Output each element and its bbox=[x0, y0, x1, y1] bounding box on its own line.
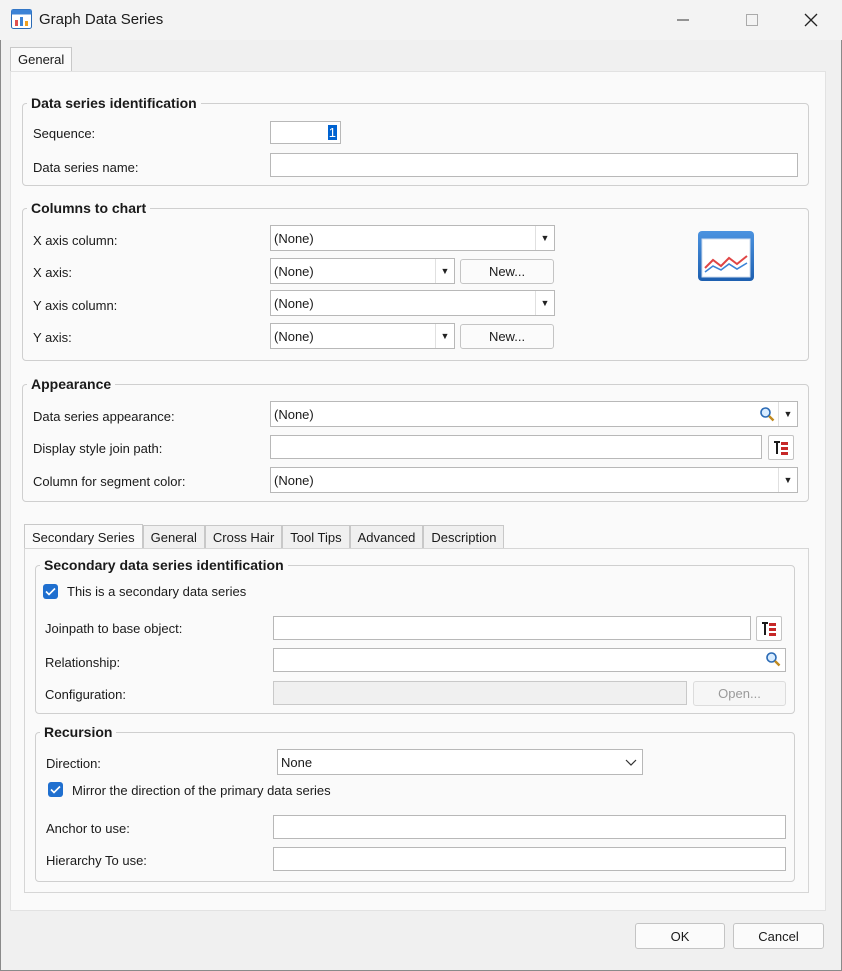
secondary-legend: Secondary data series identification bbox=[44, 557, 284, 573]
tab-general[interactable]: General bbox=[143, 525, 205, 549]
join-path-editor-button[interactable] bbox=[768, 435, 794, 460]
tab-general-top[interactable]: General bbox=[10, 47, 72, 71]
window-title: Graph Data Series bbox=[39, 11, 164, 28]
tab-secondary-series[interactable]: Secondary Series bbox=[24, 524, 143, 549]
joinpath-editor-button[interactable] bbox=[756, 616, 782, 641]
is-secondary-checkbox[interactable] bbox=[43, 584, 58, 599]
mirror-direction-checkbox[interactable] bbox=[48, 782, 63, 797]
tree-editor-icon bbox=[772, 439, 790, 457]
y-axis-column-select[interactable] bbox=[270, 290, 555, 316]
sequence-value: 1 bbox=[328, 125, 336, 140]
x-axis-column-select[interactable] bbox=[270, 225, 555, 251]
tab-advanced[interactable]: Advanced bbox=[350, 525, 424, 549]
magnifier-icon[interactable] bbox=[765, 651, 781, 670]
y-axis-column-label: Y axis column: bbox=[33, 298, 118, 313]
y-axis-new-button[interactable]: New... bbox=[460, 324, 554, 349]
segment-color-label: Column for segment color: bbox=[33, 474, 186, 489]
appearance-legend: Appearance bbox=[31, 376, 112, 392]
identification-legend: Data series identification bbox=[31, 95, 197, 111]
anchor-label: Anchor to use: bbox=[46, 821, 130, 836]
maximize-button[interactable] bbox=[729, 0, 775, 40]
columns-legend: Columns to chart bbox=[31, 200, 147, 216]
direction-select[interactable] bbox=[277, 749, 643, 775]
join-path-input[interactable] bbox=[270, 435, 762, 459]
chevron-down-icon bbox=[620, 759, 642, 766]
tab-description[interactable]: Description bbox=[423, 525, 504, 549]
minimize-button[interactable] bbox=[660, 0, 706, 40]
y-axis-select[interactable] bbox=[270, 323, 455, 349]
y-axis-column-value: (None) bbox=[274, 295, 314, 311]
dropdown-arrow-icon: ▼ bbox=[778, 468, 797, 492]
relationship-label: Relationship: bbox=[45, 655, 121, 670]
hierarchy-label: Hierarchy To use: bbox=[46, 853, 147, 868]
sequence-label: Sequence: bbox=[33, 126, 96, 141]
dropdown-arrow-icon: ▼ bbox=[778, 402, 797, 426]
magnifier-icon[interactable] bbox=[756, 406, 778, 422]
tab-cross-hair[interactable]: Cross Hair bbox=[205, 525, 282, 549]
dropdown-arrow-icon: ▼ bbox=[435, 259, 454, 283]
y-axis-value: (None) bbox=[274, 328, 314, 344]
dropdown-arrow-icon: ▼ bbox=[435, 324, 454, 348]
join-path-label: Display style join path: bbox=[33, 441, 163, 456]
configuration-input[interactable] bbox=[273, 681, 687, 705]
x-axis-label: X axis: bbox=[33, 265, 73, 280]
graph-app-icon bbox=[11, 9, 32, 29]
x-axis-select[interactable] bbox=[270, 258, 455, 284]
sub-tab-bar bbox=[24, 524, 504, 549]
joinpath-input[interactable] bbox=[273, 616, 751, 640]
x-axis-column-value: (None) bbox=[274, 230, 314, 246]
series-appearance-value: (None) bbox=[274, 406, 314, 422]
cancel-button[interactable]: Cancel bbox=[733, 923, 824, 949]
sequence-input[interactable] bbox=[270, 121, 341, 144]
hierarchy-input[interactable] bbox=[273, 847, 786, 871]
tree-editor-icon bbox=[760, 620, 778, 638]
recursion-legend: Recursion bbox=[44, 724, 113, 740]
checkmark-icon bbox=[50, 785, 61, 794]
checkmark-icon bbox=[45, 587, 56, 596]
relationship-input[interactable] bbox=[273, 648, 786, 672]
direction-label: Direction: bbox=[46, 756, 101, 771]
data-series-name-input[interactable] bbox=[270, 153, 798, 177]
x-axis-new-button[interactable]: New... bbox=[460, 259, 554, 284]
segment-color-select[interactable] bbox=[270, 467, 798, 493]
x-axis-value: (None) bbox=[274, 263, 314, 279]
data-series-name-label: Data series name: bbox=[33, 160, 139, 175]
anchor-input[interactable] bbox=[273, 815, 786, 839]
y-axis-label: Y axis: bbox=[33, 330, 72, 345]
close-button[interactable] bbox=[788, 0, 834, 40]
maximize-icon bbox=[746, 14, 758, 26]
dropdown-arrow-icon: ▼ bbox=[535, 226, 554, 250]
direction-value: None bbox=[281, 754, 313, 770]
minimize-icon bbox=[677, 19, 689, 21]
line-chart-icon bbox=[697, 230, 755, 282]
configuration-label: Configuration: bbox=[45, 687, 126, 702]
is-secondary-label: This is a secondary data series bbox=[67, 584, 247, 599]
dropdown-arrow-icon: ▼ bbox=[535, 291, 554, 315]
ok-button[interactable]: OK bbox=[635, 923, 725, 949]
x-axis-column-label: X axis column: bbox=[33, 233, 118, 248]
mirror-direction-label: Mirror the direction of the primary data series bbox=[72, 783, 331, 798]
segment-color-value: (None) bbox=[274, 472, 314, 488]
close-icon bbox=[804, 13, 818, 27]
series-appearance-select[interactable] bbox=[270, 401, 798, 427]
joinpath-label: Joinpath to base object: bbox=[45, 621, 183, 636]
series-appearance-label: Data series appearance: bbox=[33, 409, 175, 424]
tab-tool-tips[interactable]: Tool Tips bbox=[282, 525, 349, 549]
open-button[interactable]: Open... bbox=[693, 681, 786, 706]
